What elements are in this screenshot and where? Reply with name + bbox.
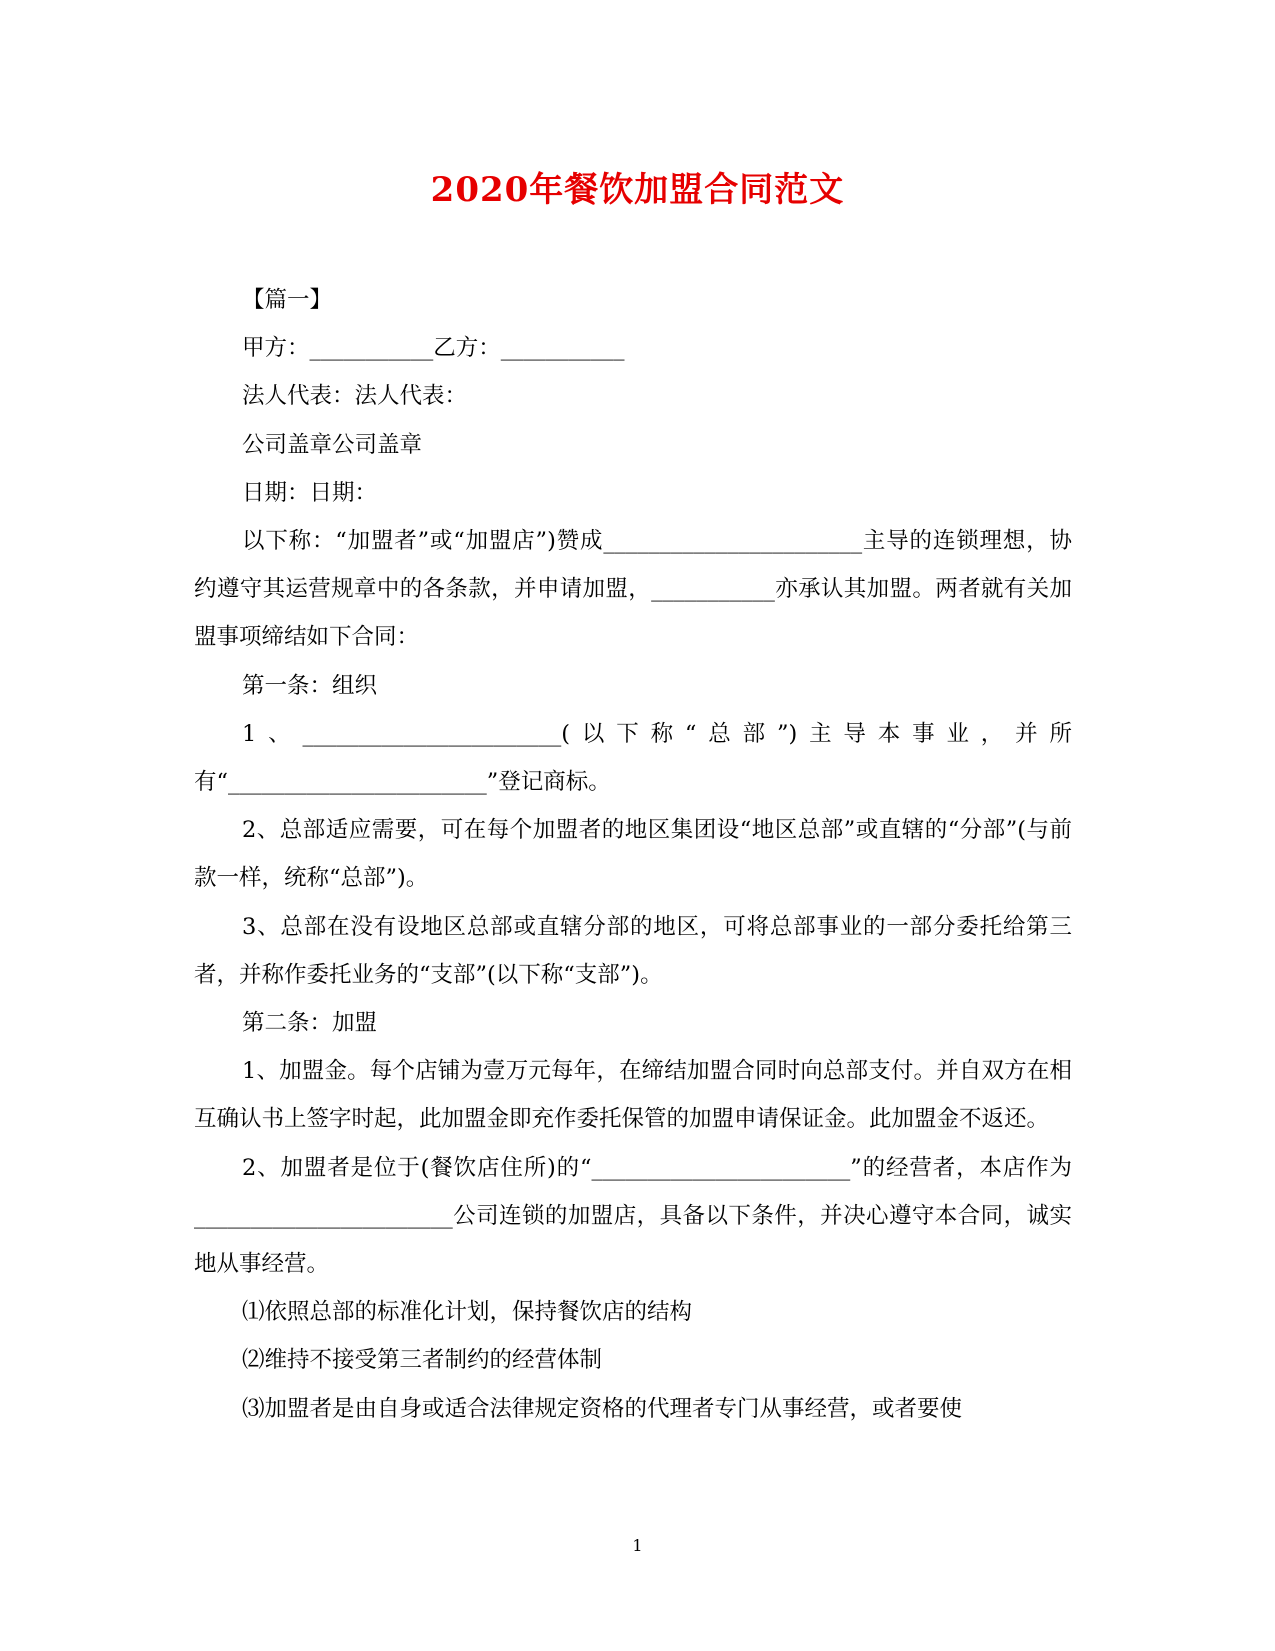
article-one-clause-1: 1、_______________________(以下称“总部”)主导本事业，并所有“_______________________”登记商标。 [194, 720, 1072, 796]
article-two-clause-2: 2、加盟者是位于(餐饮店住所)的“_______________________”的经营者，本店作为_______________________公司连锁的加盟店，具备以下条件，并决心遵守本合同，诚实地从事经营。 [194, 1154, 1072, 1278]
page-number: 1 [632, 1536, 643, 1555]
company-seal-line: 公司盖章公司盖章 [242, 431, 423, 458]
article-one-heading: 第一条：组织 [242, 672, 378, 699]
party-line: 甲方：___________乙方：___________ [242, 335, 625, 362]
article-two-clause-1: 1、加盟金。每个店铺为壹万元每年，在缔结加盟合同时向总部支付。并自双方在相互确认书上签字时起，此加盟金即充作委托保管的加盟申请保证金。此加盟金不返还。 [194, 1058, 1072, 1133]
condition-item-1: ⑴依照总部的标准化计划，保持餐饮店的结构 [242, 1299, 693, 1326]
legal-representative-line: 法人代表：法人代表： [242, 383, 468, 410]
article-one-clause-3: 3、总部在没有设地区总部或直辖分部的地区，可将总部事业的一部分委托给第三者，并称作委托业务的“支部”(以下称“支部”)。 [194, 913, 1072, 988]
document-body [194, 276, 1072, 1433]
date-line: 日期：日期： [242, 479, 378, 506]
condition-item-3: ⑶加盟者是由自身或适合法律规定资格的代理者专门从事经营，或者要使 [242, 1395, 963, 1422]
article-two-heading: 第二条：加盟 [242, 1010, 378, 1037]
intro-paragraph: 以下称：“加盟者”或“加盟店”)赞成_______________________主导的连锁理想，协约遵守其运营规章中的各条款，并申请加盟，___________亦承认其加盟。两者就有关加盟事项缔结如下合同： [194, 528, 1072, 651]
document-title: 2020年餐饮加盟合同范文 [430, 170, 845, 210]
article-one-clause-2: 2、总部适应需要，可在每个加盟者的地区集团设“地区总部”或直辖的“分部”(与前款一样，统称“总部”)。 [194, 817, 1072, 892]
condition-item-2: ⑵维持不接受第三者制约的经营体制 [242, 1347, 603, 1374]
section-heading: 【篇一】 [242, 287, 333, 313]
